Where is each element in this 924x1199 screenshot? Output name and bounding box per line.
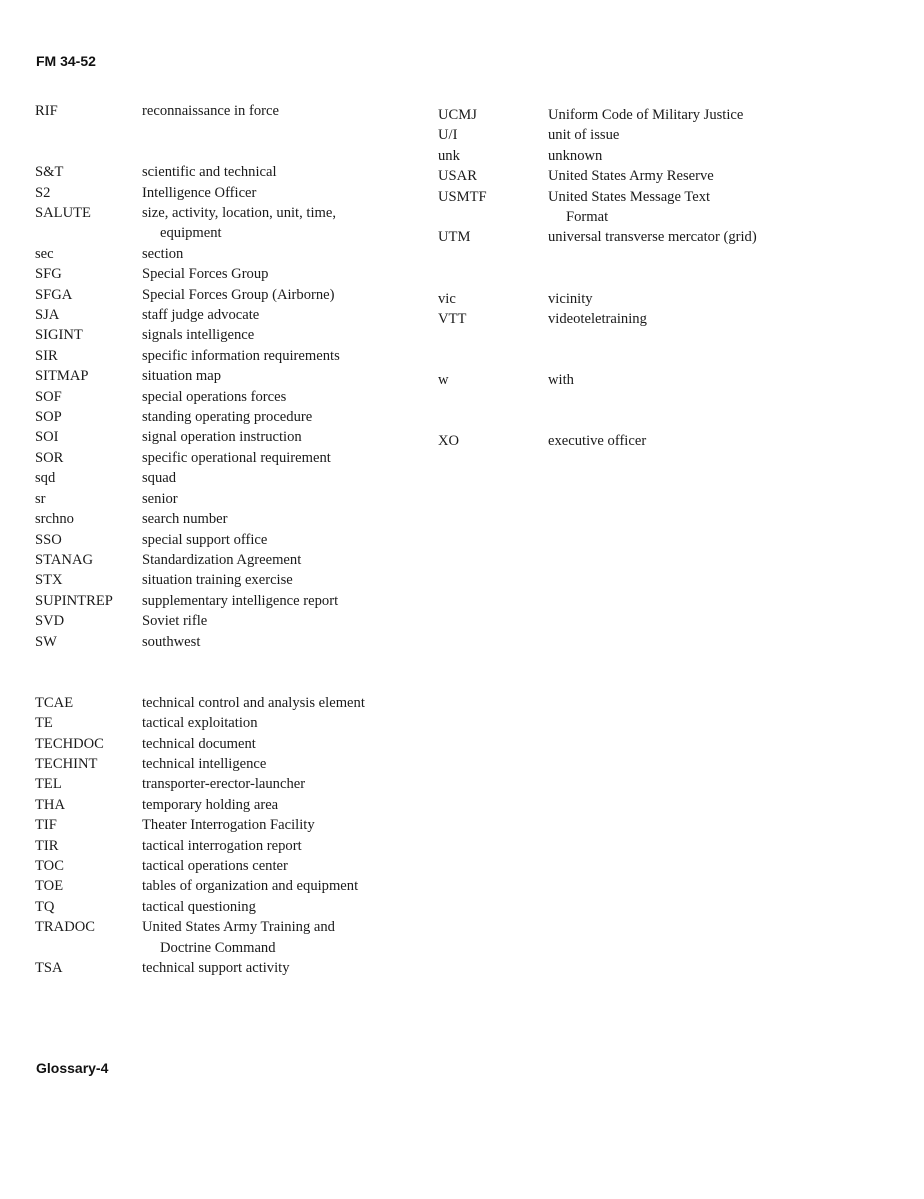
glossary-left-column: [35, 101, 435, 978]
glossary-right-column: [438, 105, 898, 452]
glossary-entry: [438, 146, 898, 166]
glossary-abbreviation: TEL: [35, 776, 62, 793]
glossary-entry: [438, 431, 898, 451]
glossary-definition: unit of issue: [548, 127, 620, 144]
glossary-abbreviation: TOC: [35, 858, 64, 874]
glossary-definition: specific operational requirement: [142, 449, 331, 466]
glossary-definition: special support office: [142, 531, 268, 548]
glossary-abbreviation: TQ: [35, 898, 55, 915]
glossary-entry: [438, 125, 898, 145]
glossary-abbreviation: TCAE: [35, 694, 74, 711]
glossary-entry: [35, 264, 435, 284]
glossary-definition: signals intelligence: [142, 327, 255, 344]
glossary-abbreviation: SIGINT: [35, 327, 83, 344]
glossary-abbreviation: TECHDOC: [35, 735, 104, 752]
glossary-definition: specific information requirements: [142, 347, 340, 364]
glossary-definition: Theater Interrogation Facility: [142, 817, 315, 834]
glossary-definition: transporter-erector-launcher: [142, 776, 306, 793]
glossary-abbreviation: unk: [438, 147, 460, 164]
glossary-entry: [35, 305, 435, 325]
glossary-definition: tables of organization and equipment: [142, 878, 359, 895]
glossary-entry: [35, 754, 435, 774]
glossary-entry: [35, 958, 435, 978]
glossary-abbreviation: S2: [35, 184, 51, 201]
glossary-entry: [35, 897, 435, 917]
glossary-entry: [35, 346, 435, 366]
definition-continuation: equipment: [160, 225, 222, 242]
glossary-abbreviation: SALUTE: [35, 205, 91, 222]
glossary-definition: Intelligence Officer: [142, 184, 257, 201]
glossary-definition: senior: [142, 490, 178, 507]
glossary-abbreviation: SOP: [35, 409, 62, 426]
glossary-definition: vicinity: [548, 290, 593, 307]
glossary-entry: [438, 166, 898, 186]
definition-text: size, activity, location, unit, time,: [142, 205, 336, 222]
glossary-entry: [35, 611, 435, 631]
glossary-abbreviation: srchno: [35, 511, 74, 528]
glossary-entry: [35, 407, 435, 427]
glossary-entry: [35, 530, 435, 550]
glossary-abbreviation: SOF: [35, 388, 62, 405]
glossary-abbreviation: SOI: [35, 429, 59, 446]
glossary-abbreviation: SITMAP: [35, 368, 89, 385]
glossary-definition: tactical interrogation report: [142, 837, 302, 854]
glossary-definition: Special Forces Group (Airborne): [142, 286, 335, 303]
glossary-abbreviation: SVD: [35, 613, 65, 630]
glossary-entry: [35, 693, 435, 713]
glossary-definition: Special Forces Group: [142, 266, 269, 283]
glossary-abbreviation: TECHINT: [35, 755, 98, 772]
glossary-definition: reconnaissance in force: [142, 103, 279, 119]
glossary-abbreviation: UCMJ: [438, 107, 477, 123]
glossary-abbreviation: RIF: [35, 103, 58, 119]
glossary-abbreviation: SJA: [35, 307, 60, 324]
glossary-definition: executive officer: [548, 433, 647, 450]
glossary-abbreviation: TSA: [35, 960, 63, 977]
glossary-abbreviation: SIR: [35, 347, 58, 364]
glossary-abbreviation: TE: [35, 715, 53, 732]
glossary-abbreviation: vic: [438, 290, 456, 307]
glossary-abbreviation: USMTF: [438, 188, 487, 205]
glossary-definition: supplementary intelligence report: [142, 592, 339, 609]
glossary-definition: unknown: [548, 147, 603, 164]
glossary-definition: section: [142, 245, 184, 262]
glossary-definition: Standardization Agreement: [142, 551, 302, 568]
glossary-definition: [142, 917, 435, 958]
glossary-definition: squad: [142, 470, 177, 487]
glossary-definition: universal transverse mercator (grid): [548, 229, 757, 246]
glossary-entry: [35, 162, 435, 182]
glossary-definition: technical support activity: [142, 960, 290, 977]
glossary-abbreviation: TIF: [35, 817, 57, 834]
glossary-abbreviation: SW: [35, 633, 57, 650]
glossary-definition: with: [548, 372, 574, 389]
glossary-entry: [35, 387, 435, 407]
glossary-entry: [35, 550, 435, 570]
section-gap: [438, 391, 898, 432]
section-gap: [35, 652, 435, 693]
glossary-entry: [438, 227, 898, 247]
glossary-definition: temporary holding area: [142, 796, 279, 813]
glossary-entry: [438, 105, 898, 125]
glossary-abbreviation: TRADOC: [35, 919, 95, 936]
glossary-abbreviation: SFGA: [35, 286, 73, 303]
glossary-definition: [142, 203, 435, 244]
glossary-abbreviation: UTM: [438, 229, 471, 246]
glossary-definition: special operations forces: [142, 388, 287, 405]
glossary-definition: standing operating procedure: [142, 409, 313, 426]
glossary-abbreviation: SFG: [35, 266, 62, 283]
glossary-entry: [35, 244, 435, 264]
glossary-definition: technical document: [142, 735, 256, 752]
section-gap: [35, 121, 435, 162]
glossary-definition: scientific and technical: [142, 164, 277, 181]
glossary-abbreviation: USAR: [438, 168, 477, 185]
document-id-header: FM 34-52: [36, 53, 96, 69]
page-number-footer: Glossary-4: [36, 1060, 109, 1076]
glossary-entry: [35, 509, 435, 529]
glossary-entry: [35, 183, 435, 203]
glossary-abbreviation: sec: [35, 245, 54, 262]
glossary-entry: [438, 289, 898, 309]
glossary-abbreviation: XO: [438, 433, 460, 450]
definition-text: United States Message Text: [548, 188, 711, 205]
section-gap: [438, 329, 898, 370]
glossary-entry: [35, 917, 435, 958]
glossary-abbreviation: STANAG: [35, 551, 94, 568]
glossary-entry: [35, 774, 435, 794]
glossary-entry: [438, 370, 898, 390]
glossary-abbreviation: VTT: [438, 311, 467, 328]
glossary-entry: [35, 427, 435, 447]
glossary-entry: [35, 570, 435, 590]
glossary-entry: [35, 366, 435, 386]
glossary-entry: [35, 836, 435, 856]
glossary-entry: [35, 489, 435, 509]
glossary-abbreviation: SOR: [35, 449, 64, 466]
glossary-definition: videoteletraining: [548, 311, 647, 328]
glossary-entry: [35, 468, 435, 488]
glossary-definition: situation training exercise: [142, 572, 293, 589]
glossary-abbreviation: U/I: [438, 127, 458, 144]
glossary-definition: staff judge advocate: [142, 307, 260, 324]
definition-continuation: Doctrine Command: [160, 939, 276, 956]
glossary-definition: situation map: [142, 368, 222, 385]
glossary-entry: [35, 734, 435, 754]
glossary-abbreviation: w: [438, 372, 449, 389]
glossary-definition: United States Army Reserve: [548, 168, 714, 185]
glossary-abbreviation: TOE: [35, 878, 64, 895]
glossary-entry: [35, 591, 435, 611]
glossary-entry: [35, 795, 435, 815]
definition-text: United States Army Training and: [142, 919, 335, 936]
glossary-entry: [35, 285, 435, 305]
glossary-abbreviation: SUPINTREP: [35, 592, 113, 609]
definition-continuation: Format: [566, 209, 609, 226]
glossary-entry: [35, 876, 435, 896]
glossary-entry: [35, 325, 435, 345]
glossary-definition: signal operation instruction: [142, 429, 302, 446]
glossary-abbreviation: SSO: [35, 531, 62, 548]
glossary-abbreviation: STX: [35, 572, 63, 589]
glossary-abbreviation: THA: [35, 796, 65, 813]
glossary-entry: [35, 713, 435, 733]
glossary-entry: [35, 632, 435, 652]
glossary-definition: search number: [142, 511, 228, 528]
glossary-definition: Uniform Code of Military Justice: [548, 107, 744, 123]
glossary-entry: [35, 815, 435, 835]
glossary-entry: [35, 448, 435, 468]
glossary-definition: southwest: [142, 633, 201, 650]
glossary-abbreviation: TIR: [35, 837, 59, 854]
glossary-entry: [35, 203, 435, 244]
glossary-abbreviation: sqd: [35, 470, 56, 487]
section-gap: [438, 248, 898, 289]
glossary-definition: technical control and analysis element: [142, 694, 365, 711]
glossary-definition: tactical exploitation: [142, 715, 258, 732]
glossary-entry: [35, 856, 435, 876]
glossary-definition: tactical questioning: [142, 898, 256, 915]
glossary-abbreviation: sr: [35, 490, 46, 507]
glossary-definition: [548, 187, 898, 228]
glossary-abbreviation: S&T: [35, 164, 64, 181]
glossary-entry: [438, 309, 898, 329]
glossary-definition: Soviet rifle: [142, 613, 208, 630]
glossary-definition: technical intelligence: [142, 755, 267, 772]
glossary-entry: [438, 187, 898, 228]
glossary-entry: [35, 101, 435, 121]
glossary-definition: tactical operations center: [142, 858, 288, 874]
